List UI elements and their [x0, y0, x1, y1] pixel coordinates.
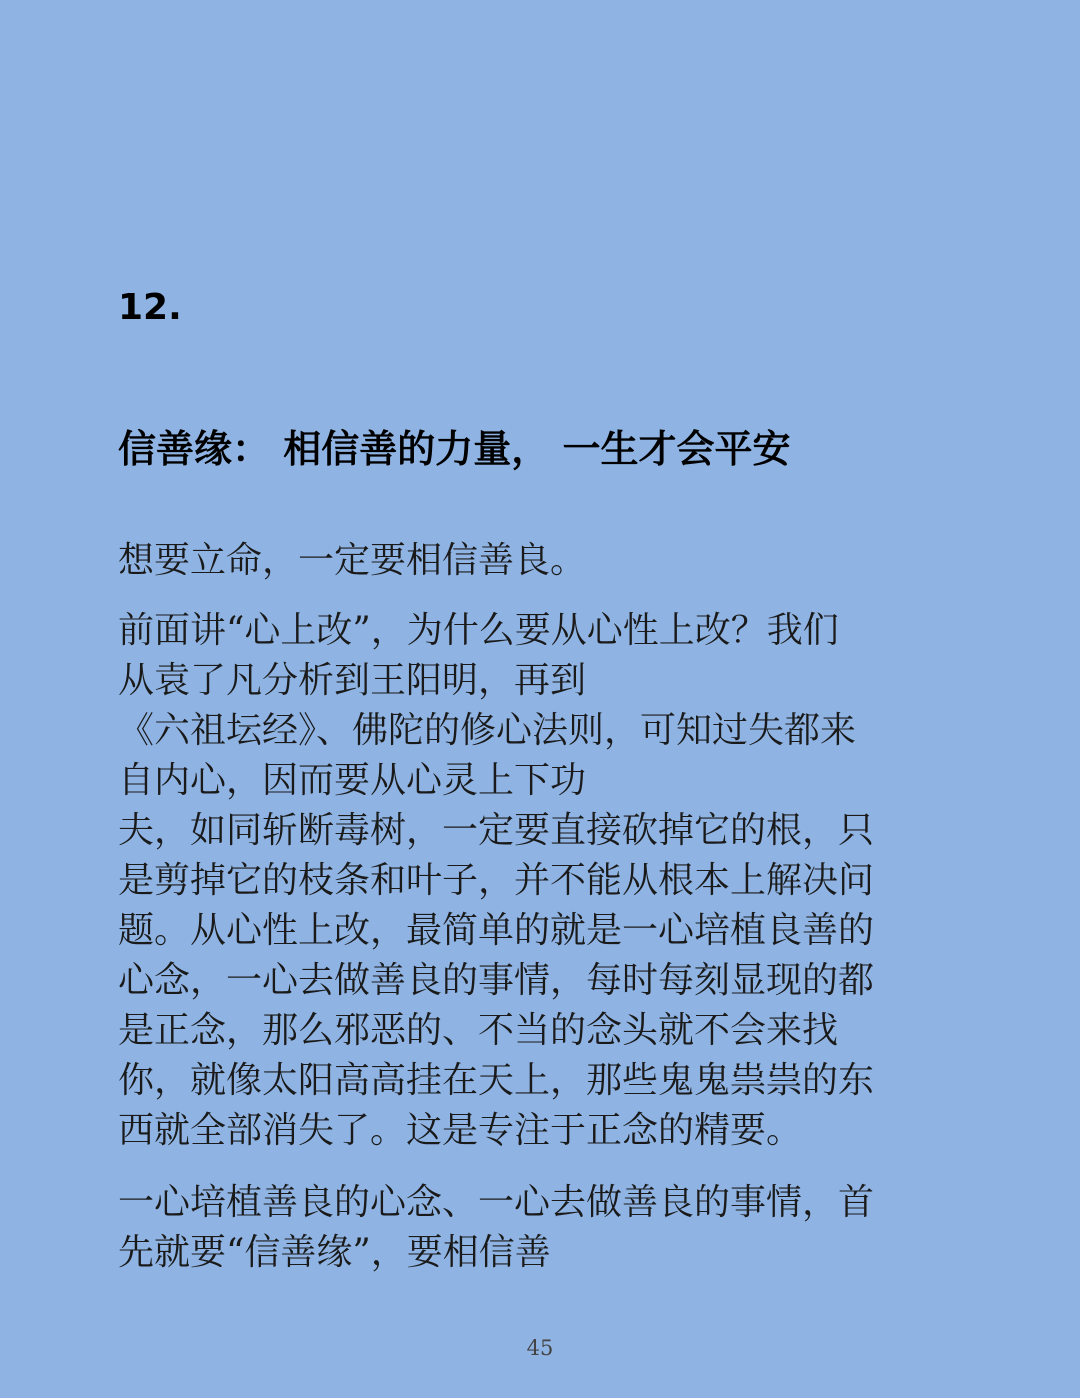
chapter-number: 12. — [118, 287, 182, 328]
text-line: 你，就像太阳高高挂在天上，那些鬼鬼祟祟的东 — [118, 1060, 875, 1101]
text-line: 一心培植善良的心念、一心去做善良的事情，首 — [118, 1182, 875, 1223]
paragraph — [118, 536, 938, 586]
paragraph — [118, 606, 938, 1156]
text-line: 是正念，那么邪恶的、不当的念头就不会来找 — [118, 1010, 839, 1051]
text-line: 心念，一心去做善良的事情，每时每刻显现的都 — [118, 960, 875, 1001]
text-line: 想要立命，一定要相信善良。 — [118, 540, 587, 581]
text-line: 自内心，因而要从心灵上下功 — [118, 760, 587, 801]
text-line: 夫，如同斩断毒树，一定要直接砍掉它的根，只 — [118, 810, 875, 851]
text-line: 从袁了凡分析到王阳明，再到 — [118, 660, 587, 701]
paragraph — [118, 1178, 938, 1278]
page-number: 45 — [526, 1336, 554, 1360]
text-line: 题。从心性上改，最简单的就是一心培植良善的 — [118, 910, 875, 951]
text-line: 《六祖坛经》、佛陀的修心法则，可知过失都来 — [118, 710, 857, 751]
text-line: 先就要“信善缘”，要相信善 — [118, 1232, 551, 1273]
text-line: 前面讲“心上改”，为什么要从心性上改？我们 — [118, 610, 839, 651]
body-text — [118, 536, 938, 1278]
chapter-title: 信善缘： 相信善的力量， 一生才会平安 — [118, 427, 791, 471]
text-line: 是剪掉它的枝条和叶子，并不能从根本上解决问 — [118, 860, 875, 901]
text-line: 西就全部消失了。这是专注于正念的精要。 — [118, 1110, 803, 1151]
